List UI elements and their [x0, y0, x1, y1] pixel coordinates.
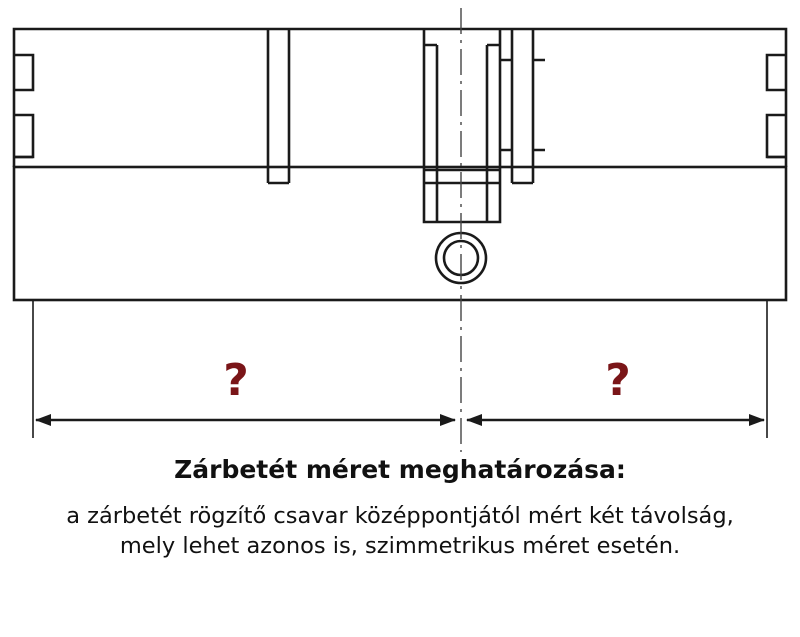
left-end-tab-lower: [14, 115, 33, 157]
right-end-tab: [767, 55, 786, 90]
left-dimension-label: ?: [223, 355, 249, 406]
caption-title: Zárbetét méret meghatározása:: [174, 455, 626, 484]
caption-line-1: a zárbetét rögzítő csavar középpontjától mért két távolság,: [66, 503, 734, 529]
cam-flange-left: [500, 60, 512, 150]
caption-line-2: mely lehet azonos is, szimmetrikus méret esetén.: [119, 533, 681, 560]
cylinder-upper-profile: [14, 29, 786, 167]
key-way-right: [512, 29, 533, 183]
key-way-left: [268, 29, 289, 183]
left-end-tab: [14, 55, 33, 90]
caption-block: [0, 455, 800, 562]
right-end-tab-lower: [767, 115, 786, 157]
cylinder-body: [14, 167, 786, 300]
cam-flange-right: [533, 60, 545, 150]
right-dimension-label: ?: [605, 355, 631, 406]
